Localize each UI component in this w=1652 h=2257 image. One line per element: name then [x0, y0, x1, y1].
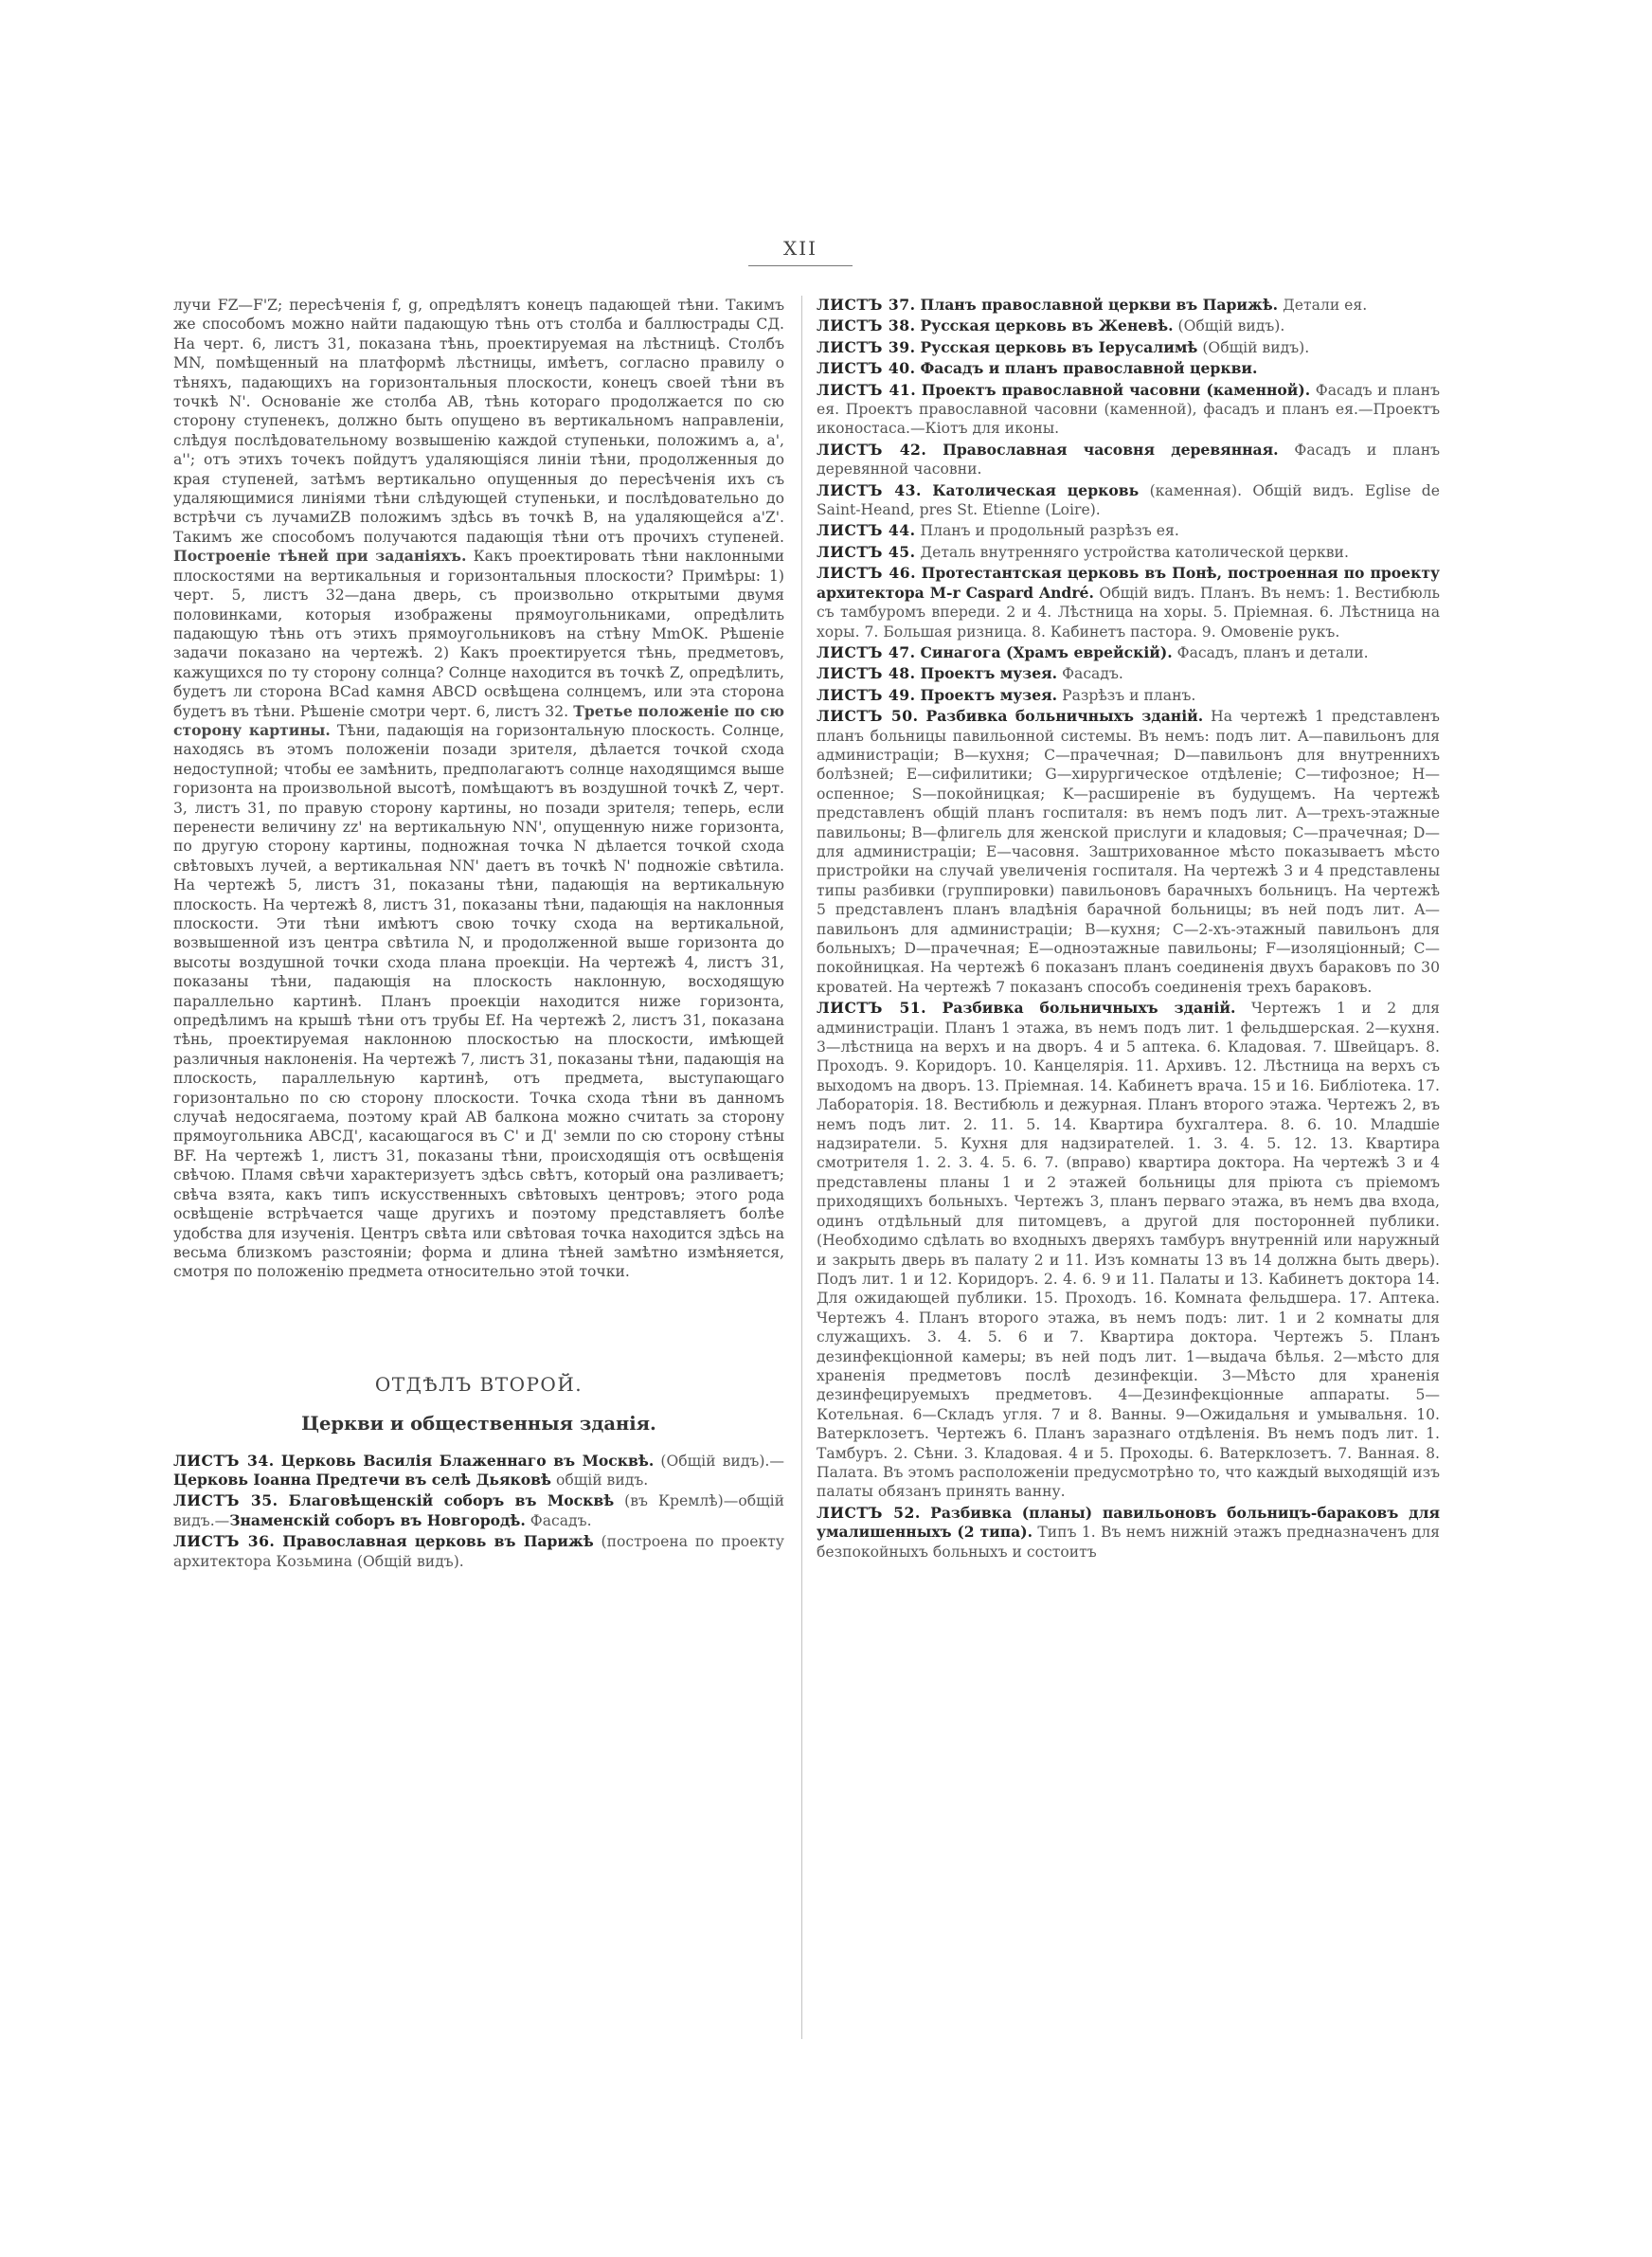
plate-title: Протестантская церковь въ Понѣ, построенная по проекту архитектора M-r Caspard André. — [817, 564, 1440, 602]
plate-entry — [817, 296, 1440, 315]
plate-description: (Общій видъ). — [1177, 317, 1285, 335]
plate-label: ЛИСТЪ 43. — [817, 480, 922, 499]
plate-label: ЛИСТЪ 47. — [817, 642, 916, 661]
plate-label: ЛИСТЪ 51. — [817, 999, 927, 1018]
plate-description: (въ Кремлѣ)—общій видъ.— — [173, 1492, 784, 1529]
plate-label: ЛИСТЪ 44. — [817, 521, 916, 540]
plate-title: Благовѣщенскій соборъ въ Москвѣ — [288, 1491, 615, 1510]
paragraph-heading-shadows: Построеніе тѣней при заданіяхъ. — [173, 547, 467, 566]
plate-title: Разбивка больничныхъ зданій. — [942, 999, 1236, 1018]
plate-entry — [817, 707, 1440, 997]
plate-description: Фасадъ и планъ ея. Проектъ православной часовни (каменной), фасадъ и планъ ея.—Проектъ иконостаса.—Кіотъ для иконы. — [817, 381, 1440, 438]
plate-description-secondary: общій видъ. — [555, 1471, 649, 1489]
plate-entry — [817, 999, 1440, 1502]
plate-entry — [817, 381, 1440, 439]
left-entries-list — [173, 1452, 784, 1571]
plate-title: Православная церковь въ Парижѣ — [282, 1532, 594, 1551]
plate-entry — [817, 441, 1440, 479]
plate-label: ЛИСТЪ 40. — [817, 359, 916, 378]
plate-description: Разрѣзъ и планъ. — [1062, 686, 1196, 704]
plate-description: На чертежѣ 1 представленъ планъ больницы павильонной системы. Въ немъ: подъ лит. A—павильонъ для администраціи; B—кухня; C—прачечная; D—павильонъ для внутреннихъ болѣзней; E—сифилитики; G—хирургическое отдѣленіе; C—тифозное; H—оспенное; S—покойницкая; K—расширеніе въ будущемъ. На чертежѣ представленъ общій планъ госпиталя: въ немъ подъ лит. A—трехъ-этажные павильоны; B—флигель для женской прислуги и кладовыя; C—прачечная; D—для администраціи; E—часовня. Заштрихованное мѣсто показываетъ мѣсто пристройки на случай увеличенія госпиталя. На чертежѣ 3 и 4 представлены типы разбивки (группировки) павильоновъ барачныхъ больницъ. На чертежѣ 5 представленъ планъ владѣнія барачной больницы; въ ней подъ лит. A—павильонъ для администраціи; B—кухня; C—2-хъ-этажный павильонъ для больныхъ; D—прачечная; E—одноэтажные павильоны; F—изоляціонный; C—покойницкая. На чертежѣ 6 показанъ планъ соединенія двухъ бараковъ по 30 кроватей. На чертежѣ 7 показанъ способъ соединенія трехъ бараковъ. — [817, 708, 1440, 996]
plate-label: ЛИСТЪ 49. — [817, 685, 916, 704]
plate-description: Фасадъ, планъ и детали. — [1176, 643, 1369, 661]
plate-description: Планъ и продольный разрѣзъ ея. — [920, 522, 1179, 540]
column-divider — [801, 296, 802, 2039]
plate-entry — [817, 543, 1440, 562]
plate-label: ЛИСТЪ 50. — [817, 707, 919, 726]
right-entries-list — [817, 296, 1440, 1562]
plate-entry — [817, 359, 1440, 378]
plate-description: (Общій видъ). — [1202, 338, 1310, 356]
plate-description: Детали ея. — [1283, 297, 1368, 314]
plate-title: Фасадъ и планъ православной церкви. — [920, 359, 1258, 378]
plate-title: Русская церковь въ Женевѣ. — [920, 316, 1174, 335]
left-column — [173, 296, 784, 1573]
plate-title: Синагога (Храмъ еврейскій). — [920, 642, 1173, 661]
plate-entry — [817, 521, 1440, 540]
paragraph-text-3: Тѣни, падающія на горизонтальную плоскость. Солнце, находясь въ этомъ положеніи позади зрителя, дѣлается точкой схода недоступной; чтобы ее замѣнить, предполагаютъ солнце находящимся выше горизонта на произвольной высотѣ, помѣщаютъ въ воздушной точкѣ Z, черт. 3, листъ 31, по правую сторону картины, но позади зрителя; теперь, если перенести величину zz' на вертикальную NN', опущенную ниже горизонта, по другую сторону картины, подножная точка N дѣлается точкой схода свѣтовыхъ лучей, а вертикальная NN' даетъ въ точкѣ N' подножіе свѣтила. На чертежѣ 5, листъ 31, показаны тѣни, падающія на вертикальную плоскость. На чертежѣ 8, листъ 31, показаны тѣни, падающія на наклонныя плоскости. Эти тѣни имѣютъ свою точку схода на вертикальной, возвышенной изъ центра свѣтила N, и продолженной выше горизонта до высоты воздушной точки схода плана проекціи. На чертежѣ 4, листъ 31, показаны тѣни, падающія на плоскость наклонную, восходящую параллельно картинѣ. Планъ проекціи находится ниже горизонта, опредѣлимъ на крышѣ тѣни отъ трубы Ef. На чертежѣ 2, листъ 31, показана тѣнь, проектируемая наклонною плоскостью на плоскости, имѣющей различныя наклоненія. На чертежѣ 7, листъ 31, показаны тѣни, падающія на плоскость, параллельную картинѣ, отъ предмета, выступающаго горизонтально по сю сторону плоскости. Точка схода тѣни въ данномъ случаѣ недосягаема, поэтому край AB балкона можно считать за сторону прямоугольника ABCД', касающагося въ C' и Д' земли по сю сторону стѣны BF. На чертежѣ 1, листъ 31, показаны тѣни, происходящія отъ освѣщенія свѣчою. Пламя свѣчи характеризуетъ здѣсь свѣтъ, который она разливаетъ; свѣча взята, какъ типъ искусственныхъ свѣтовыхъ центровъ; этого рода освѣщеніе встрѣчается чаще другихъ и поэтому представляетъ болѣе удобства для изученія. Центръ свѣта или свѣтовая точка находится здѣсь на весьма близкомъ разстояніи; форма и длина тѣней замѣтно измѣняется, смотря по положенію предмета относительно этой точки. — [173, 721, 784, 1281]
plate-entry — [173, 1452, 784, 1490]
plate-description: (Общій видъ).— — [660, 1452, 784, 1470]
plate-entry — [817, 481, 1440, 520]
plate-description: Фасадъ. — [1062, 665, 1123, 683]
plate-entry — [817, 664, 1440, 683]
paragraph-text-2: Какъ проектировать тѣни наклонными плоскостями на вертикальныя и горизонтальныя плоскости? Примѣры: 1) черт. 5, листъ 32—дана дверь, съ произвольно открытыми двумя половинками, которыя изображены прямоугольниками, опредѣлить падающую тѣнь отъ этихъ прямоугольниковъ на стѣну MmOK. Рѣшеніе задачи показано на чертежѣ. 2) Какъ проектируется тѣнь, предметовъ, кажущихся по ту сторону солнца? Солнце находится въ точкѣ Z, опредѣлить, будетъ ли сторона BCad камня ABCD освѣщена солнцемъ, или эта сторона будетъ въ тѣни. Рѣшеніе смотри черт. 6, листъ 32. — [173, 548, 784, 720]
plate-title: Планъ православной церкви въ Парижѣ. — [920, 296, 1279, 314]
plate-title: Разбивка больничныхъ зданій. — [925, 707, 1204, 726]
plate-label: ЛИСТЪ 35. — [173, 1491, 278, 1510]
plate-title-secondary: Знаменскій соборъ въ Новгородѣ. — [229, 1510, 526, 1529]
paragraph-heading-third-position: Третье положеніе по сю сторону картины. — [173, 701, 784, 739]
plate-entry — [817, 564, 1440, 641]
plate-description: Общій видъ. Планъ. Въ немъ: 1. Вестибюль съ тамбуромъ впереди. 2 и 4. Лѣстница на хоры. 5. Пріемная. 6. Лѣстница на хоры. 7. Большая ризница. 8. Кабинетъ пастора. 9. Омовеніе рукъ. — [817, 584, 1440, 641]
plate-label: ЛИСТЪ 45. — [817, 542, 916, 561]
section-title: ОТДѢЛЪ ВТОРОЙ. — [374, 1372, 584, 1396]
plate-title: Проектъ музея. — [920, 664, 1058, 683]
page-number: XII — [782, 237, 818, 260]
paragraph-text-1: лучи FZ—F'Z; пересѣченія f, g, опредѣлятъ конецъ падающей тѣни. Такимъ же способомъ можно найти падающую тѣнь отъ столба и баллюстрады СД. На черт. 6, листъ 31, показана тѣнь, проектируемая на лѣстницѣ. Столбъ MN, помѣщенный на платформѣ лѣстницы, имѣетъ, согласно правилу о тѣняхъ, падающихъ на горизонтальныя плоскости, конецъ своей тѣни въ точкѣ N'. Основаніе же столба AB, тѣнь котораго продолжается по сю сторону ступенекъ, должно быть опущено въ вертикальномъ направленіи, слѣдуя послѣдовательному возвышенію каждой ступеньки, положимъ a, a', a''; отъ этихъ точекъ пойдутъ удаляющіяся линіи тѣни, продолженныя до края ступеней, затѣмъ вертикально опущенныя до пересѣченія ихъ съ удаляющимися линіями тѣни слѣдующей ступеньки, и послѣдовательно до встрѣчи съ лучамиZB положимъ здѣсь въ точкѣ B, на удаляющейся a'Z'. Такимъ же способомъ получаются падающія тѣни отъ прочихъ ступеней. — [173, 297, 784, 546]
plate-description: (построена по проекту архитектора Козьмина (Общій видъ). — [173, 1533, 784, 1570]
plate-description: Фасадъ и планъ деревянной часовни. — [817, 441, 1441, 478]
plate-title: Проектъ православной часовни (каменной). — [921, 380, 1311, 399]
plate-label: ЛИСТЪ 42. — [817, 440, 927, 459]
plate-title: Церковь Василія Блаженнаго въ Москвѣ. — [280, 1451, 655, 1470]
plate-title-secondary: Церковь Іоанна Предтечи въ селѣ Дьяковѣ — [173, 1470, 551, 1489]
plate-entry — [817, 686, 1440, 705]
plate-label: ЛИСТЪ 37. — [817, 296, 916, 314]
plate-description-secondary: Фасадъ. — [530, 1511, 592, 1529]
plate-title: Разбивка (планы) павильоновъ больницъ-бараковъ для умалишенныхъ (2 типа). — [817, 1503, 1440, 1542]
plate-label: ЛИСТЪ 48. — [817, 664, 916, 683]
plate-description: (каменная). Общій видъ. Eglise de Saint-Heand, pres St. Etienne (Loire). — [817, 481, 1440, 519]
plate-description: Чертежъ 1 и 2 для администраціи. Планъ 1 этажа, въ немъ подъ лит. 1 фельдшерская. 2—кухня. 3—лѣстница на верхъ и на дворъ. 4 и 5 аптека. 6. Кладовая. 7. Швейцаръ. 8. Проходъ. 9. Коридоръ. 10. Канцелярія. 11. Архивъ. 12. Лѣстница на верхъ съ выходомъ на дворъ. 13. Пріемная. 14. Кабинетъ врача. 15 и 16. Библіотека. 17. Лабораторія. 18. Вестибюль и дежурная. Планъ второго этажа. Чертежъ 2, въ немъ подъ лит. 2. 11. 5. 14. Квартира бухгалтера. 8. 6. 10. Младшіе надзиратели. 5. Кухня для надзирателей. 1. 3. 4. 5. 12. 13. Квартира смотрителя 1. 2. 3. 4. 5. 6. 7. (вправо) квартира доктора. На чертежѣ 3 и 4 представлены планы 1 и 2 этажей больницы для пріюта съ пріемомъ приходящихъ больныхъ. Чертежъ 3, планъ перваго этажа, въ немъ два входа, одинъ отдѣльный для питомцевъ, а другой для посторонней публики. (Необходимо сдѣлать во входныхъ дверяхъ тамбуръ внутренній или наружный и закрыть дверь въ палату 2 и 11. Изъ комнаты 13 въ 14 должна быть дверь). Подъ лит. 1 и 12. Коридоръ. 2. 4. 6. 9 и 11. Палаты и 13. Кабинетъ доктора 14. Для ожидающей публики. 15. Проходъ. 16. Комната фельдшера. 17. Аптека. Чертежъ 4. Планъ второго этажа, въ немъ подъ: лит. 1 и 2 комнаты для служащихъ. 3. 4. 5. 6 и 7. Квартира доктора. Чертежъ 5. Планъ дезинфекціонной камеры; въ ней подъ лит. 1—выдача бѣлья. 2—мѣсто для храненія предметовъ послѣ дезинфекціи. 3—Мѣсто для храненія дезинфецируемыхъ предметовъ. 4—Дезинфекціонные аппараты. 5—Котельная. 6—Складъ угля. 7 и 8. Ванны. 9—Ожидальня и умывальня. 10. Ватерклозетъ. Чертежъ 6. Планъ заразнаго отдѣленія. Въ немъ подъ лит. 1. Тамбуръ. 2. Сѣни. 3. Кладовая. 4 и 5. Проходы. 6. Ватерклозетъ. 7. Ванная. 8. Палата. Въ этомъ расположеніи предусмотрѣно то, что каждый выходящій изъ палаты обязанъ принять ванну. — [817, 1000, 1440, 1501]
plate-label: ЛИСТЪ 36. — [173, 1532, 276, 1551]
section-subtitle: Церкви и общественныя зданія. — [301, 1413, 656, 1435]
header-rule — [748, 265, 853, 266]
left-paragraph — [173, 296, 784, 1282]
plate-entry — [817, 1504, 1440, 1562]
plate-entry — [173, 1491, 784, 1530]
plate-label: ЛИСТЪ 38. — [817, 316, 916, 335]
plate-label: ЛИСТЪ 34. — [173, 1451, 275, 1470]
right-column — [817, 296, 1440, 1563]
plate-label: ЛИСТЪ 41. — [817, 380, 917, 399]
plate-entry — [173, 1532, 784, 1571]
plate-description: Типъ 1. Въ немъ нижній этажъ предназначенъ для безпокойныхъ больныхъ и состоитъ — [817, 1524, 1441, 1561]
plate-title: Католическая церковь — [932, 480, 1140, 499]
plate-title: Православная часовня деревянная. — [943, 440, 1279, 459]
plate-entry — [817, 643, 1440, 662]
plate-description: Деталь внутренняго устройства католической церкви. — [920, 543, 1349, 561]
plate-label: ЛИСТЪ 39. — [817, 337, 916, 356]
plate-title: Русская церковь въ Іерусалимѣ — [920, 337, 1198, 356]
plate-label: ЛИСТЪ 46. — [817, 564, 917, 583]
plate-entry — [817, 316, 1440, 335]
plate-title: Проектъ музея. — [920, 685, 1058, 704]
plate-label: ЛИСТЪ 52. — [817, 1503, 921, 1522]
plate-entry — [817, 338, 1440, 357]
